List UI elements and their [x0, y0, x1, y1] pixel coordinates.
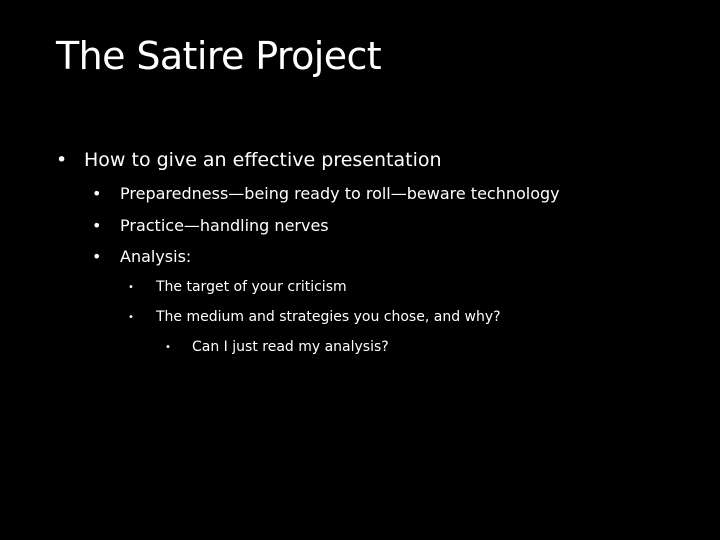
bullet-text: How to give an effective presentation — [84, 149, 442, 171]
bullet-text: Can I just read my analysis? — [192, 339, 389, 355]
slide-title: The Satire Project — [56, 34, 382, 78]
bullet-icon: • — [56, 149, 68, 171]
bullet-icon: • — [128, 282, 134, 293]
bullet-text: The target of your criticism — [156, 279, 347, 295]
bullet-text: Analysis: — [120, 247, 192, 266]
bullet-text: Practice—handling nerves — [120, 216, 329, 235]
bullet-icon: • — [92, 216, 102, 235]
bullet-icon: • — [128, 312, 134, 323]
bullet-text: Preparedness—being ready to roll—beware technology — [120, 184, 560, 203]
bullet-icon: • — [92, 247, 102, 266]
bullet-icon: • — [92, 184, 102, 203]
bullet-icon: • — [165, 342, 171, 353]
bullet-text: The medium and strategies you chose, and why? — [156, 309, 501, 325]
